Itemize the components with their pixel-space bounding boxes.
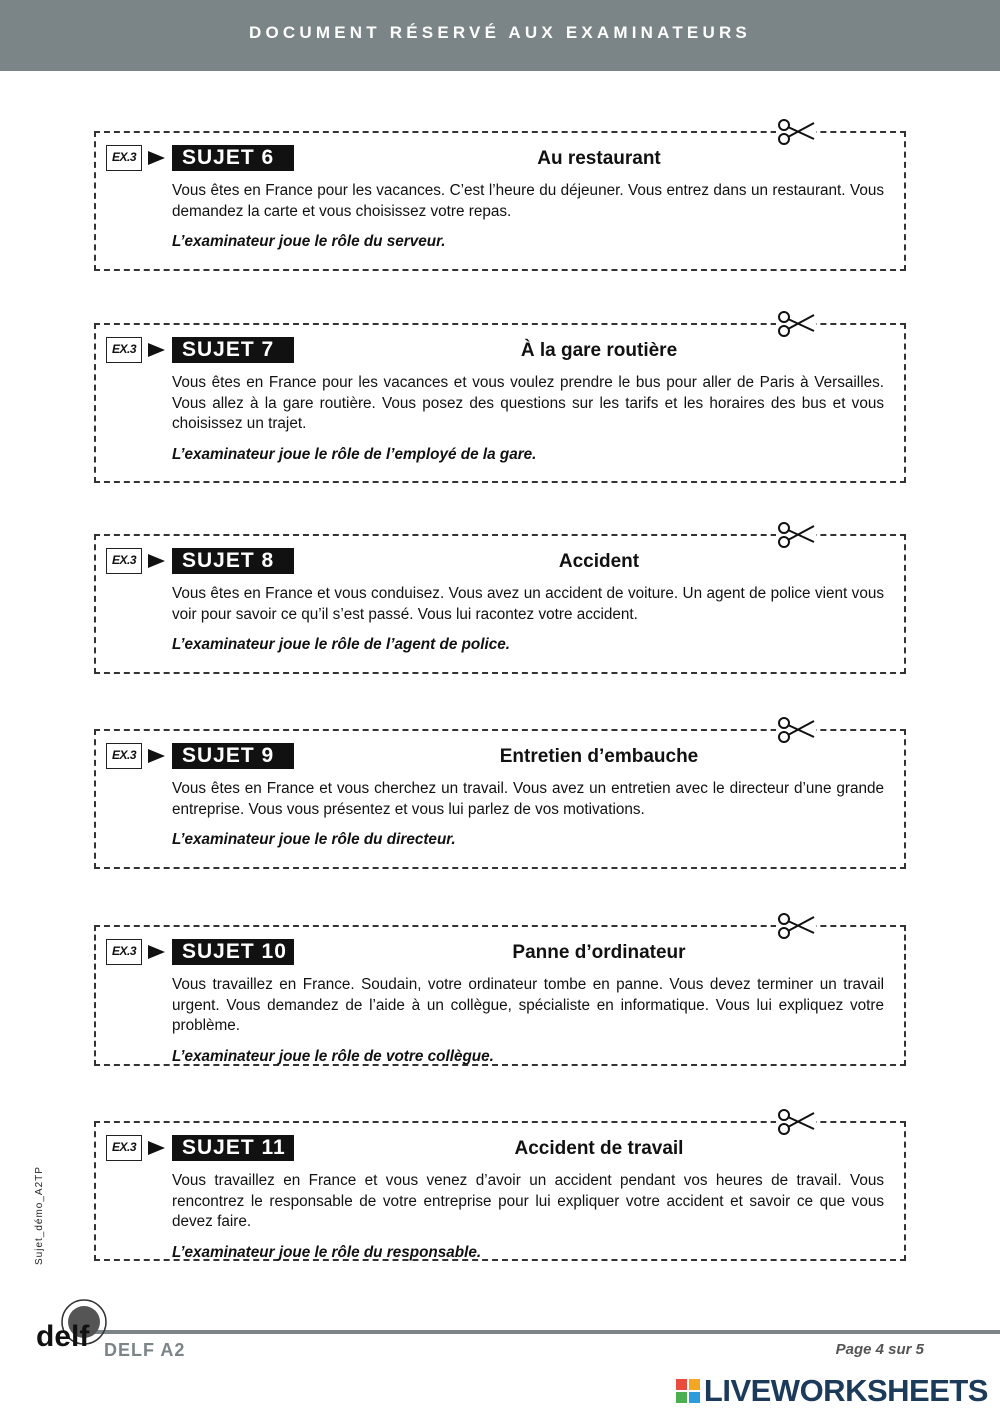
subject-title: Au restaurant [537, 148, 661, 169]
examiner-role: L’examinateur joue le rôle du serveur. [172, 233, 446, 250]
subject-text: Vous travaillez en France. Soudain, votre ordinateur tombe en panne. Vous devez terminer un travail urgent. Vous demandez de l’aide à un collègue, spécialiste en informatique. Vous lui expliquez votre problème. [172, 976, 884, 1034]
header-title: DOCUMENT RÉSERVÉ AUX EXAMINATEURS [249, 23, 751, 42]
exercise-label: EX.3 [106, 1135, 142, 1161]
subject-title: Entretien d’embauche [499, 746, 699, 767]
subject-number: SUJET 8 [172, 548, 294, 574]
subject-text: Vous êtes en France pour les vacances. C’est l’heure du déjeuner. Vous entrez dans un restaurant. Vous demandez la carte et vous choisissez votre repas. [172, 182, 884, 220]
scissors-icon [776, 520, 816, 550]
subject-body [172, 181, 884, 253]
examiner-role: L’examinateur joue le rôle de votre collègue. [172, 1047, 494, 1065]
subject-number: SUJET 9 [172, 743, 294, 769]
page-number: Page 4 sur 5 [835, 1341, 924, 1358]
subject-title: Accident [558, 551, 640, 572]
arrow-right-icon [148, 945, 165, 959]
subject-card-6 [94, 131, 906, 271]
exercise-label: EX.3 [106, 145, 142, 171]
subject-card-8 [94, 534, 906, 674]
page-header [0, 0, 1000, 71]
examiner-role: L’examinateur joue le rôle de l’agent de police. [172, 636, 511, 653]
subject-card-7 [94, 323, 906, 483]
subject-number: SUJET 6 [172, 145, 294, 171]
liveworksheets-text: LIVEWORKSHEETS [703, 1373, 988, 1408]
subject-card-9 [94, 729, 906, 869]
subject-title: À la gare routière [520, 340, 678, 361]
subject-body [172, 975, 884, 1067]
delf-logo-text: delf [36, 1320, 90, 1353]
liveworksheets-icon [676, 1379, 700, 1403]
subject-title: Accident de travail [514, 1138, 684, 1159]
arrow-right-icon [148, 343, 165, 357]
subject-card-11 [94, 1121, 906, 1261]
subject-text: Vous êtes en France pour les vacances et vous voulez prendre le bus pour aller de Paris à Versailles. Vous allez à la gare routière. Vous posez des questions sur les tarifs et les horaires des bus et vous choisissez un trajet. [172, 374, 884, 432]
side-document-label: Sujet_démo_A2TP [34, 1166, 45, 1265]
subject-number: SUJET 11 [172, 1135, 294, 1161]
liveworksheets-watermark [676, 1374, 988, 1408]
footer-divider [94, 1330, 1000, 1334]
scissors-icon [776, 715, 816, 745]
subject-number: SUJET 7 [172, 337, 294, 363]
arrow-right-icon [148, 554, 165, 568]
scissors-icon [776, 309, 816, 339]
examiner-role: L’examinateur joue le rôle du directeur. [172, 831, 456, 848]
arrow-right-icon [148, 1141, 165, 1155]
scissors-icon [776, 1107, 816, 1137]
subject-body [172, 779, 884, 851]
arrow-right-icon [148, 151, 165, 165]
scissors-icon [776, 911, 816, 941]
subject-title: Panne d’ordinateur [512, 942, 686, 963]
subject-number: SUJET 10 [172, 939, 294, 965]
subject-card-10 [94, 925, 906, 1066]
exercise-label: EX.3 [106, 548, 142, 574]
scissors-icon [776, 117, 816, 147]
subject-text: Vous êtes en France et vous cherchez un travail. Vous avez un entretien avec le directeur d’une grande entreprise. Vous vous présentez et vous lui parlez de vos motivations. [172, 780, 884, 818]
subject-text: Vous travaillez en France et vous venez d’avoir un accident pendant vos heures de travail. Vous rencontrez le responsable de votre entreprise pour lui expliquer votre accident et savoir ce que vous devez faire. [172, 1172, 884, 1230]
exercise-label: EX.3 [106, 337, 142, 363]
footer-level: DELF A2 [104, 1340, 186, 1360]
subject-text: Vous êtes en France et vous conduisez. Vous avez un accident de voiture. Un agent de police vient vous voir pour savoir ce qu’il s’est passé. Vous lui racontez votre accident. [172, 585, 884, 623]
examiner-role: L’examinateur joue le rôle de l’employé de la gare. [172, 445, 537, 463]
subject-body [172, 373, 884, 465]
subject-body [172, 584, 884, 656]
subject-body [172, 1171, 884, 1263]
arrow-right-icon [148, 749, 165, 763]
examiner-role: L’examinateur joue le rôle du responsable. [172, 1243, 482, 1261]
delf-logo [34, 1294, 114, 1354]
exercise-label: EX.3 [106, 939, 142, 965]
exercise-label: EX.3 [106, 743, 142, 769]
